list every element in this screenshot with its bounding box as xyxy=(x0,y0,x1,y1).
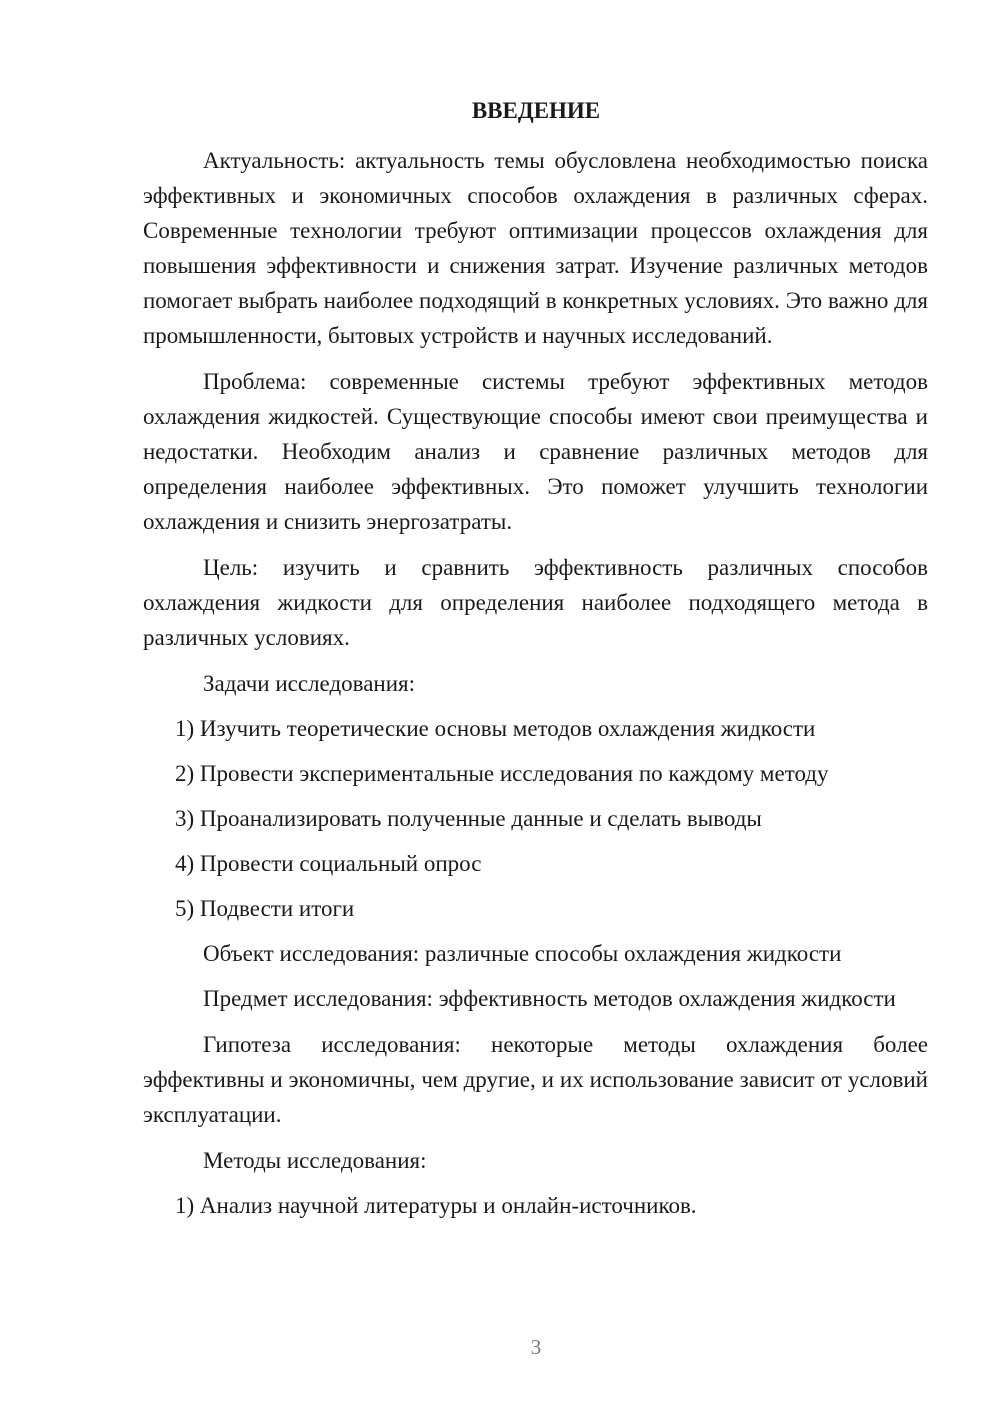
task-item: 4) Провести социальный опрос xyxy=(175,851,482,876)
hypothesis-paragraph: Гипотеза исследования: некоторые методы охлаждения более эффективны и экономичны, чем другие, и их использование зависит от условий эксплуатации. xyxy=(143,1032,928,1127)
relevance-paragraph: Актуальность: актуальность темы обусловлена необходимостью поиска эффективных и экономичных способов охлаждения в различных сферах. Современные технологии требуют оптимизации процессов охлаждения для повышения эффективности и снижения затрат. Изучение различных методов помогает выбрать наиболее подходящий в конкретных условиях. Это важно для промышленности, бытовых устройств и научных исследований. xyxy=(143,148,928,348)
goal-paragraph: Цель: изучить и сравнить эффективность различных способов охлаждения жидкости для определения наиболее подходящего метода в различных условиях. xyxy=(143,555,928,650)
method-item: 1) Анализ научной литературы и онлайн-источников. xyxy=(175,1193,697,1218)
task-item: 1) Изучить теоретические основы методов охлаждения жидкости xyxy=(175,716,816,741)
methods-heading: Методы исследования: xyxy=(203,1148,427,1173)
problem-paragraph: Проблема: современные системы требуют эффективных методов охлаждения жидкостей. Существующие способы имеют свои преимущества и недостатки. Необходим анализ и сравнение различных методов для определения наиболее эффективных. Это поможет улучшить технологии охлаждения и снизить энергозатраты. xyxy=(143,369,928,534)
subject-paragraph: Предмет исследования: эффективность методов охлаждения жидкости xyxy=(203,986,896,1011)
page-number: 3 xyxy=(530,1335,542,1359)
tasks-list xyxy=(143,711,928,926)
task-item: 3) Проанализировать полученные данные и сделать выводы xyxy=(175,806,762,831)
page-title: ВВЕДЕНИЕ xyxy=(471,98,601,123)
methods-list xyxy=(143,1188,928,1223)
object-paragraph: Объект исследования: различные способы охлаждения жидкости xyxy=(203,941,842,966)
task-item: 5) Подвести итоги xyxy=(175,896,355,921)
task-item: 2) Провести экспериментальные исследования по каждому методу xyxy=(175,761,829,786)
document-body xyxy=(143,143,928,1233)
tasks-heading: Задачи исследования: xyxy=(203,671,416,696)
